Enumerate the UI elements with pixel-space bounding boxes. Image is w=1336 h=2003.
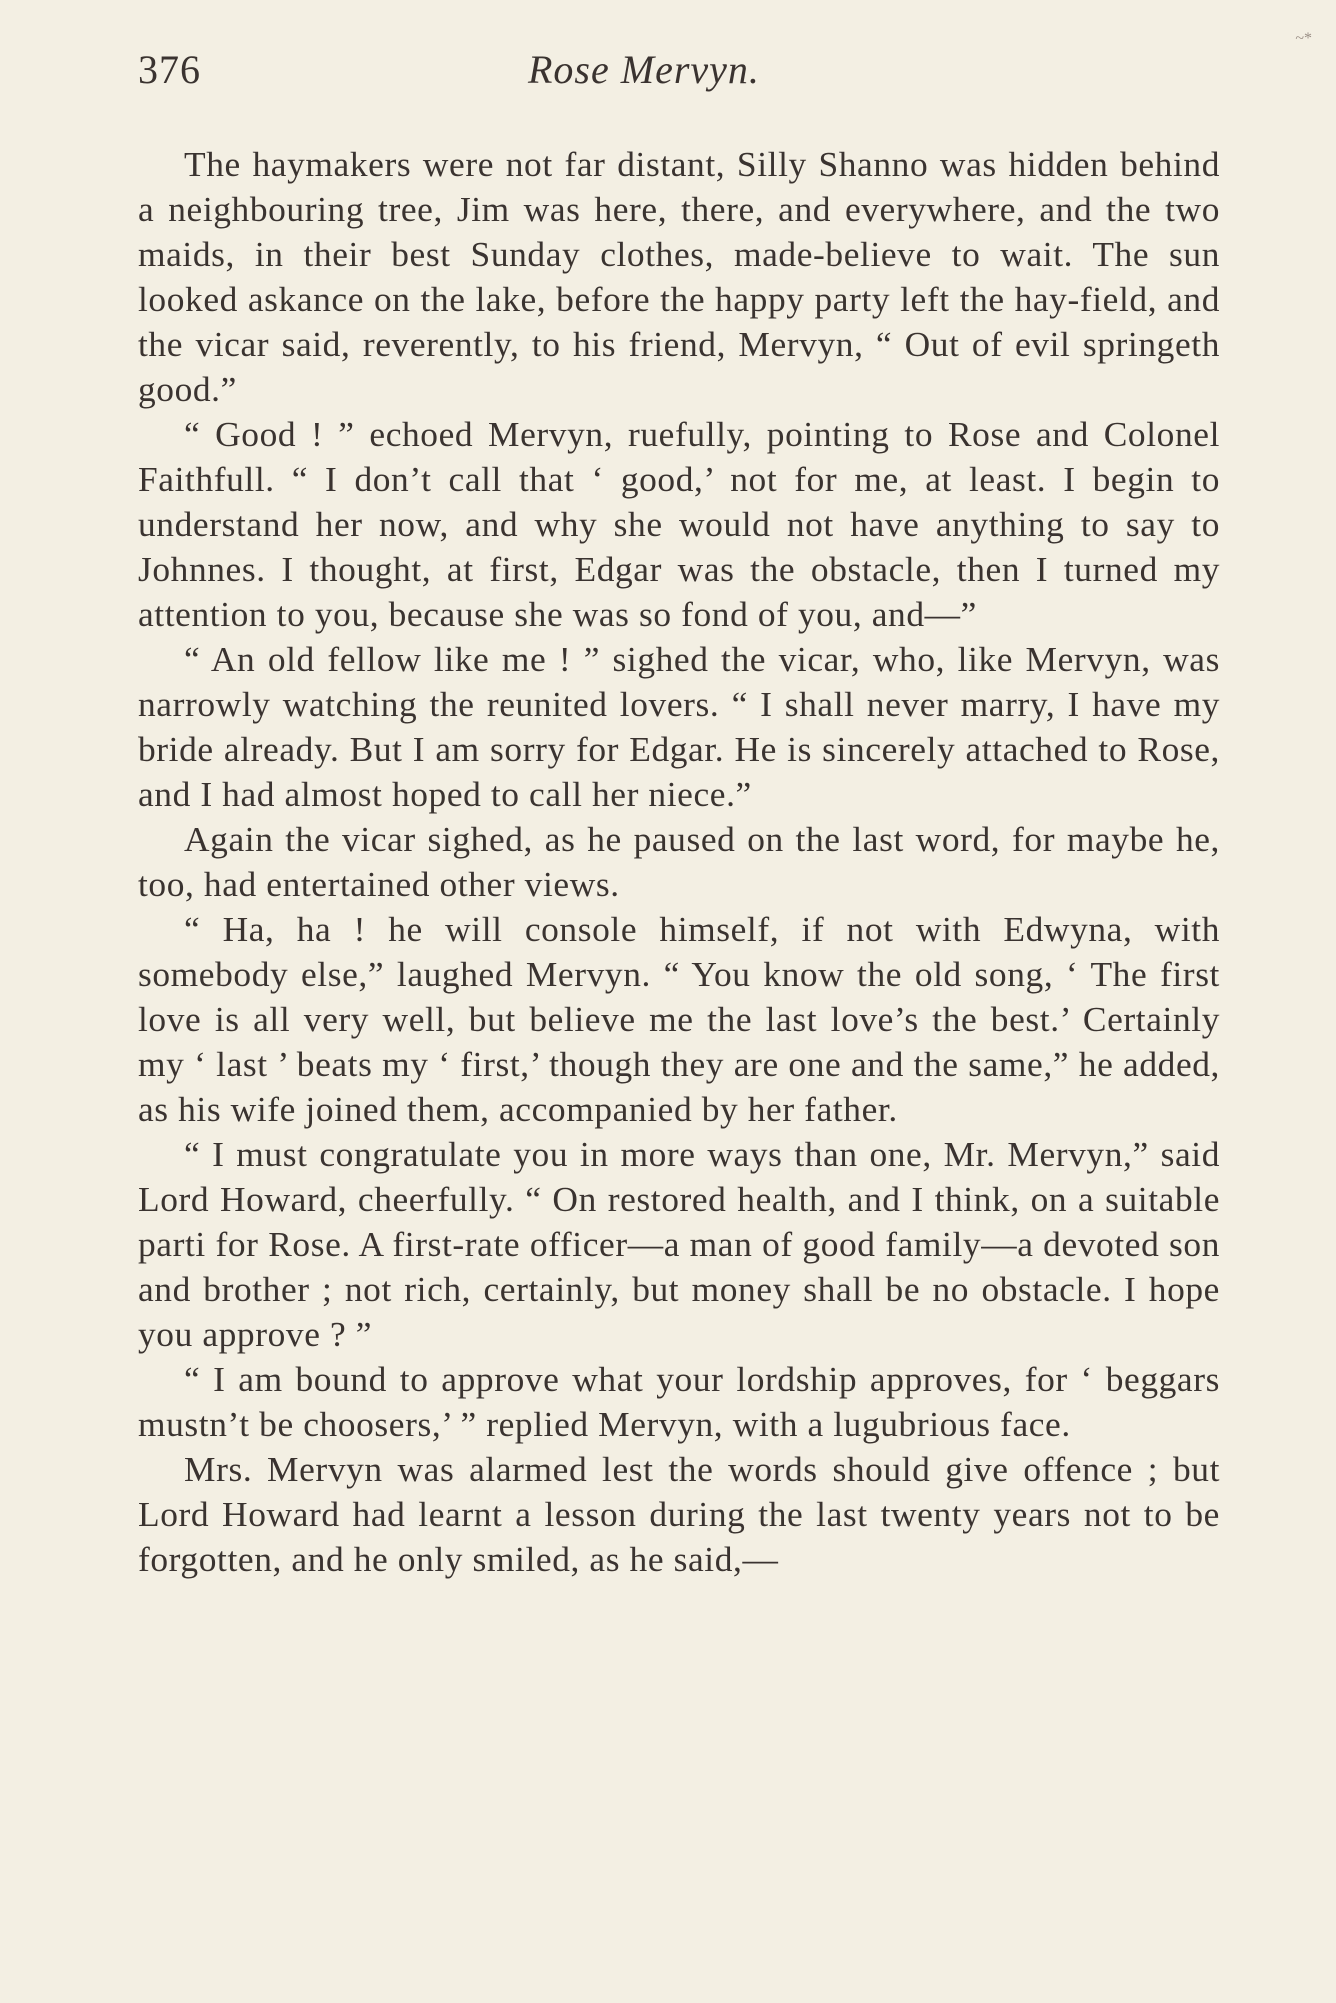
margin-mark: ~* — [1295, 30, 1312, 47]
paragraph-7: “ I am bound to approve what your lordship approves, for ‘ beggars mustn’t be choosers,’ ” replied Mervyn, with a lugubrious face. — [138, 1359, 1220, 1444]
paragraph-3: “ An old fellow like me ! ” sighed the vicar, who, like Mervyn, was narrowly watching the reunited lovers. “ I shall never marry, I have my bride already. But I am sorry for Edgar. He is sincerely attached to Rose, and I had almost hoped to call her niece.” — [138, 639, 1220, 814]
paragraph-5: “ Ha, ha ! he will console himself, if not with Edwyna, with somebody else,” laughed Mervyn. “ You know the old song, ‘ The first love is all very well, but believe me the last love’s the best.’ Certainly my ‘ last ’ beats my ‘ first,’ though they are one and the same,” he added, as his wife joined them, accompanied by her father. — [138, 909, 1220, 1129]
page-header — [138, 46, 1220, 106]
body-text — [138, 142, 1220, 1582]
page-number: 376 — [138, 47, 201, 92]
paragraph-4: Again the vicar sighed, as he paused on the last word, for maybe he, too, had entertained other views. — [138, 819, 1220, 904]
paragraph-1: The haymakers were not far distant, Silly Shanno was hidden behind a neighbouring tree, Jim was here, there, and everywhere, and the two maids, in their best Sunday clothes, made-believe to wait. The sun looked askance on the lake, before the happy party left the hay-field, and the vicar said, reverently, to his friend, Mervyn, “ Out of evil springeth good.” — [138, 144, 1220, 409]
paragraph-6: “ I must congratulate you in more ways than one, Mr. Mervyn,” said Lord Howard, cheerfully. “ On restored health, and I think, on a suitable parti for Rose. A first-rate officer—a man of good family—a devoted son and brother ; not rich, certainly, but money shall be no obstacle. I hope you approve ? ” — [138, 1134, 1220, 1354]
paragraph-2: “ Good ! ” echoed Mervyn, ruefully, pointing to Rose and Colonel Faithfull. “ I don’t call that ‘ good,’ not for me, at least. I begin to understand her now, and why she would not have anything to say to Johnnes. I thought, at first, Edgar was the obstacle, then I turned my attention to you, because she was so fond of you, and—” — [138, 414, 1220, 634]
paragraph-8: Mrs. Mervyn was alarmed lest the words should give offence ; but Lord Howard had learnt a lesson during the last twenty years not to be forgotten, and he only smiled, as he said,— — [138, 1449, 1220, 1579]
running-title: Rose Mervyn. — [528, 47, 760, 92]
